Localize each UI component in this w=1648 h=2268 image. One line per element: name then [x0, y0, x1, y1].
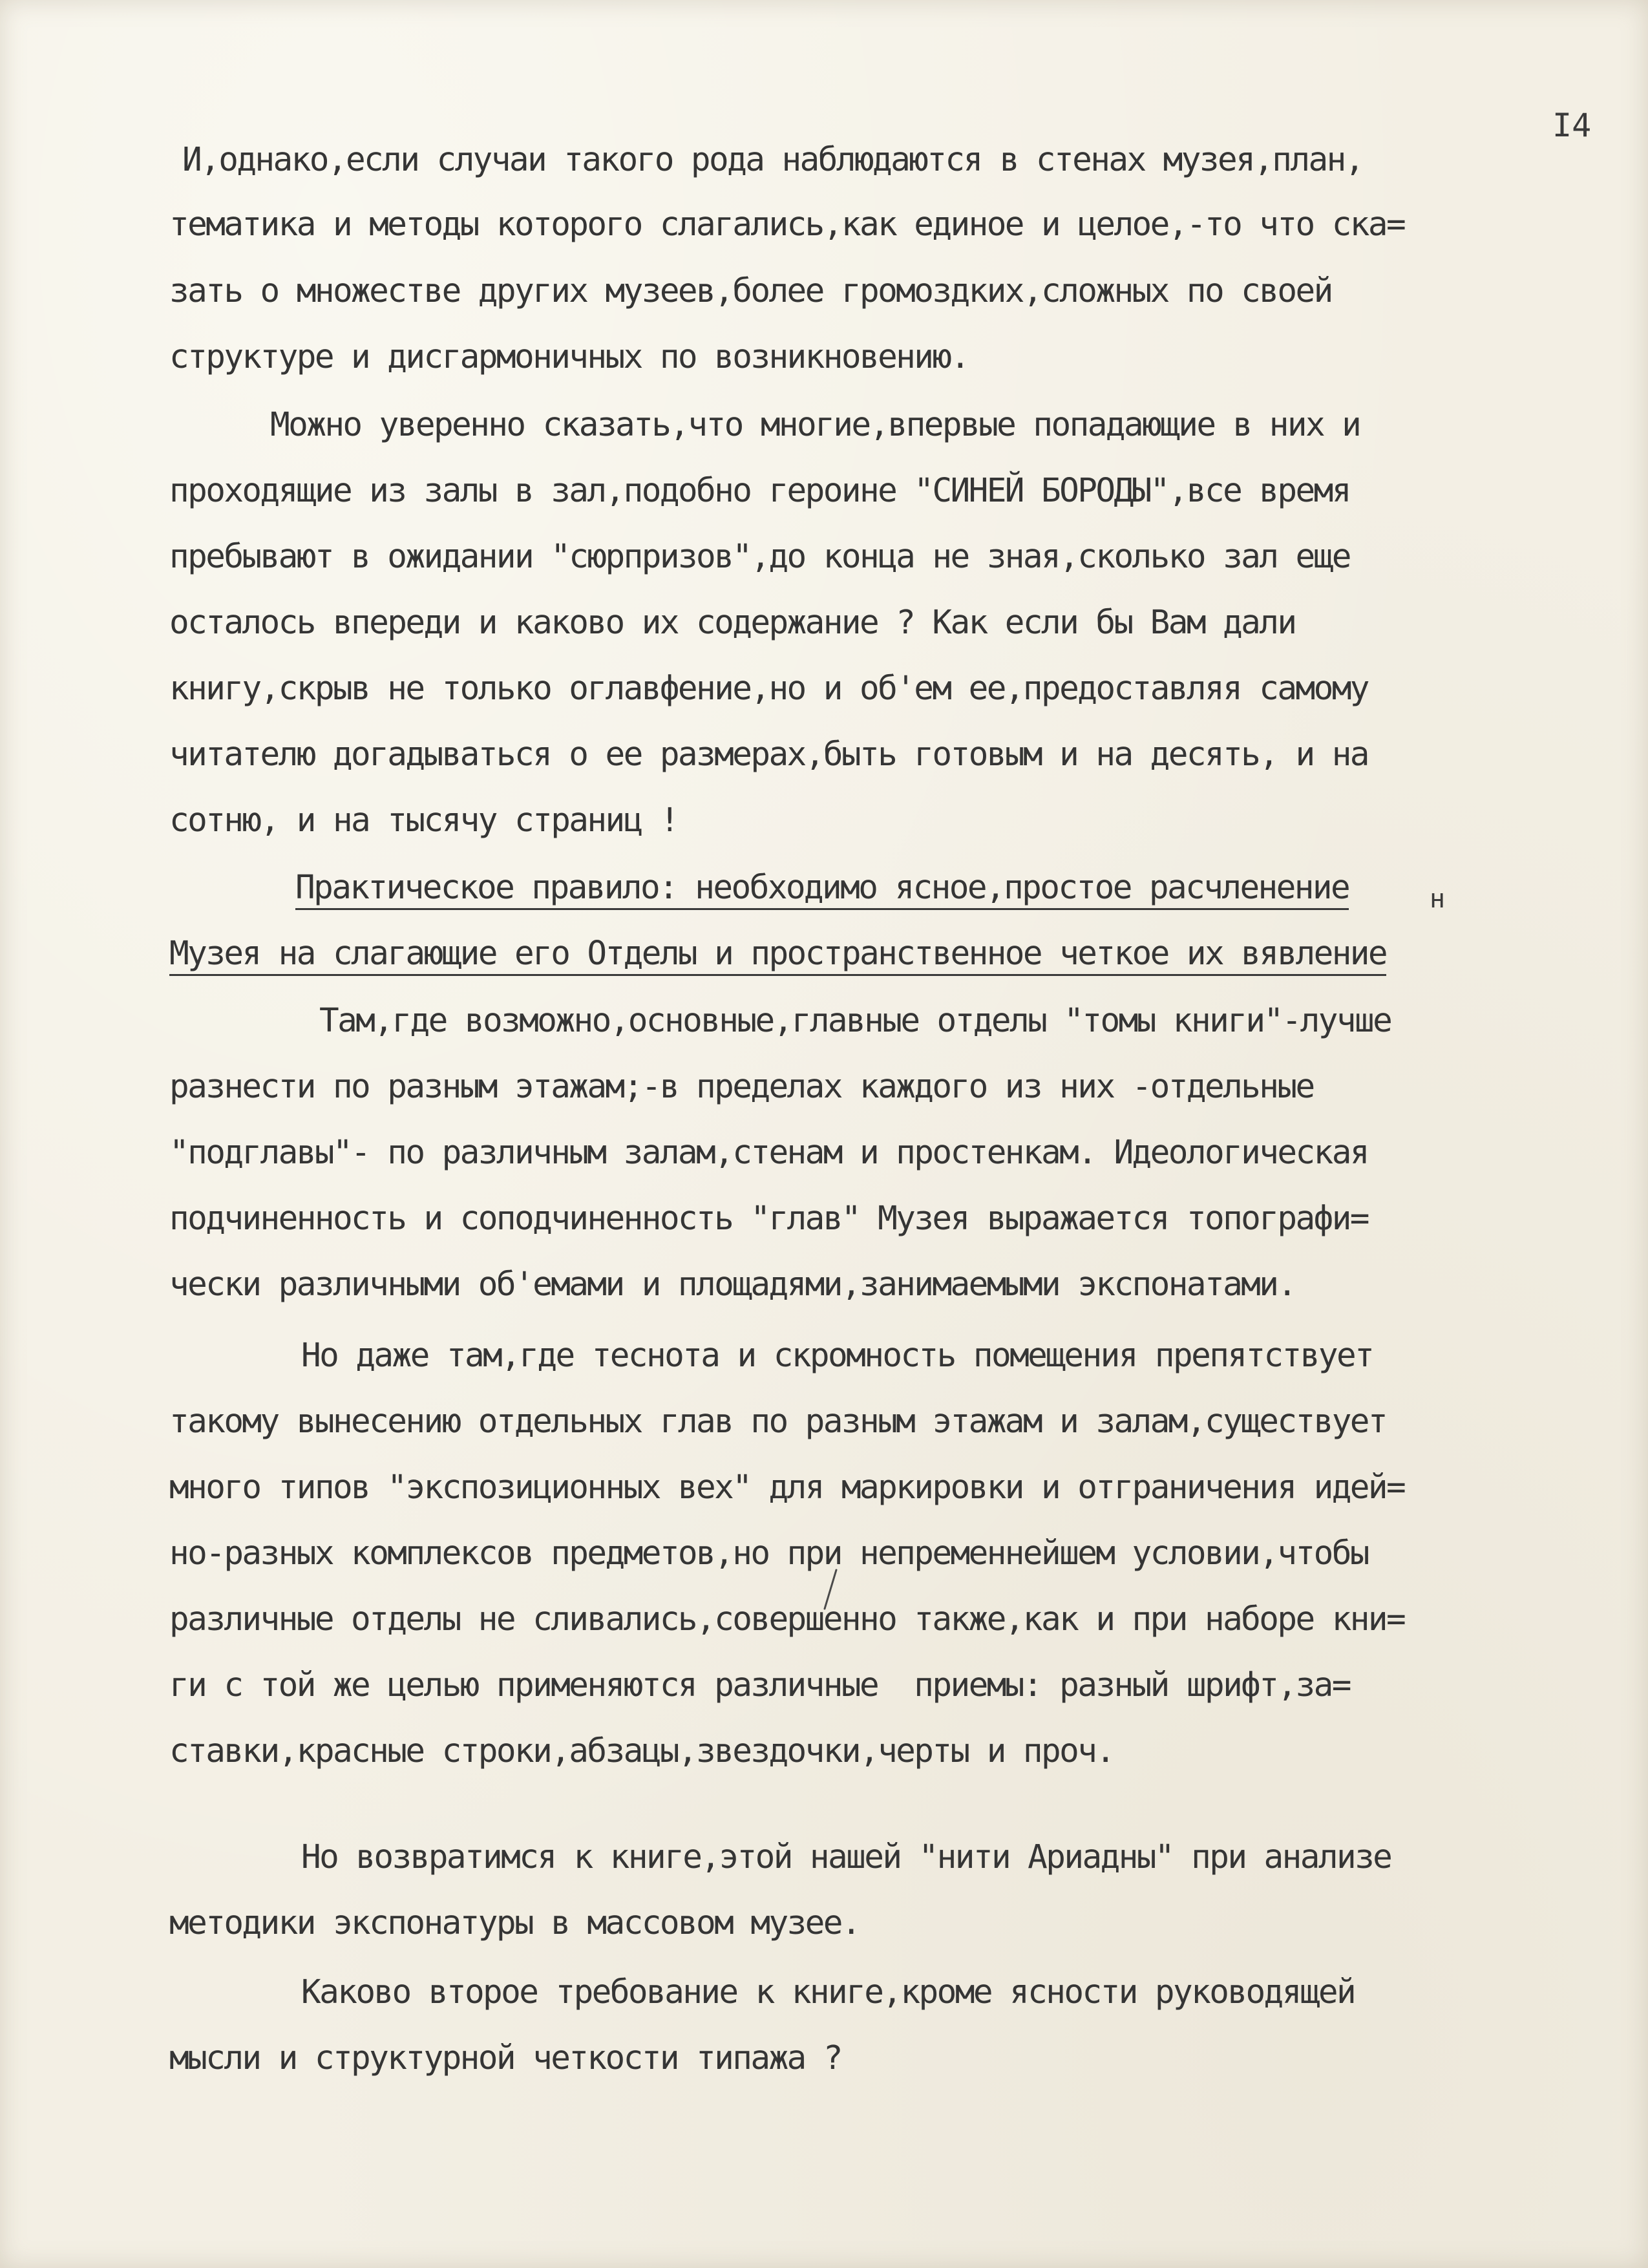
text-line: подчиненность и соподчиненность "глав" Музея выражается топографи=: [169, 1200, 1368, 1238]
text-line: структуре и дисгармоничных по возникновению.: [169, 338, 969, 376]
underlined-rule-line: Музея на слагающие его Отделы и пространственное четкое их вявление: [169, 937, 1386, 976]
text-line: ставки,красные строки,абзацы,звездочки,черты и проч.: [169, 1732, 1114, 1770]
text-line: И,однако,если случаи такого рода наблюдаются в стенах музея,план,: [182, 141, 1363, 179]
text-line: мысли и структурной четкости типажа ?: [169, 2039, 841, 2077]
text-line: различные отделы не сливались,совершенно также,как и при наборе кни=: [169, 1600, 1405, 1638]
text-line: тематика и методы которого слагались,как единое и целое,-то что ска=: [169, 206, 1405, 244]
text-line: читателю догадываться о ее размерах,быть готовым и на десять, и на: [169, 736, 1368, 774]
underlined-rule-line: Практическое правило: необходимо ясное,простое расчленение: [295, 871, 1349, 910]
text-line: но-разных комплексов предметов,но при непременнейшем условии,чтобы: [169, 1534, 1368, 1573]
text-line: Можно уверенно сказать,что многие,впервые попадающие в них и: [270, 406, 1360, 444]
text-line: книгу,скрыв не только оглавфение,но и об'ем ее,предоставляя самому: [169, 670, 1368, 708]
page-number: I4: [1552, 107, 1592, 144]
text-line: Но даже там,где теснота и скромность помещения препятствует: [301, 1337, 1373, 1375]
text-line: методики экспонатуры в массовом музее.: [169, 1904, 860, 1942]
text-line: зать о множестве других музеев,более громоздких,сложных по своей: [169, 272, 1332, 310]
text-line: ги с той же целью применяются различные приемы: разный шрифт,за=: [169, 1666, 1350, 1704]
text-line: Там,где возможно,основные,главные отделы "томы книги"-лучше: [319, 1002, 1391, 1040]
text-line: пребывают в ожидании "сюрпризов",до конца не зная,сколько зал еще: [169, 538, 1350, 576]
text-line: Каково второе требование к книге,кроме ясности руководящей: [301, 1973, 1355, 2011]
handwritten-correction: н: [1430, 884, 1446, 914]
text-line: осталось впереди и каково их содержание ? Как если бы Вам дали: [169, 604, 1296, 642]
text-line: сотню, и на тысячу страниц !: [169, 801, 678, 840]
pen-stroke-mark: [819, 1567, 840, 1613]
text-line: Но возвратимся к книге,этой нашей "нити Ариадны" при анализе: [301, 1838, 1391, 1876]
text-line: проходящие из залы в зал,подобно героине "СИНЕЙ БОРОДЫ",все время: [169, 472, 1350, 510]
text-line: много типов "экспозиционных вех" для маркировки и отграничения идей=: [169, 1468, 1405, 1507]
text-line: "подглавы"- по различным залам,стенам и простенкам. Идеологическая: [169, 1134, 1368, 1172]
text-line: разнести по разным этажам;-в пределах каждого из них -отдельные: [169, 1068, 1314, 1106]
text-line: такому вынесению отдельных глав по разным этажам и залам,существует: [169, 1403, 1387, 1441]
text-line: чески различными об'емами и площадями,занимаемыми экспонатами.: [169, 1266, 1296, 1304]
